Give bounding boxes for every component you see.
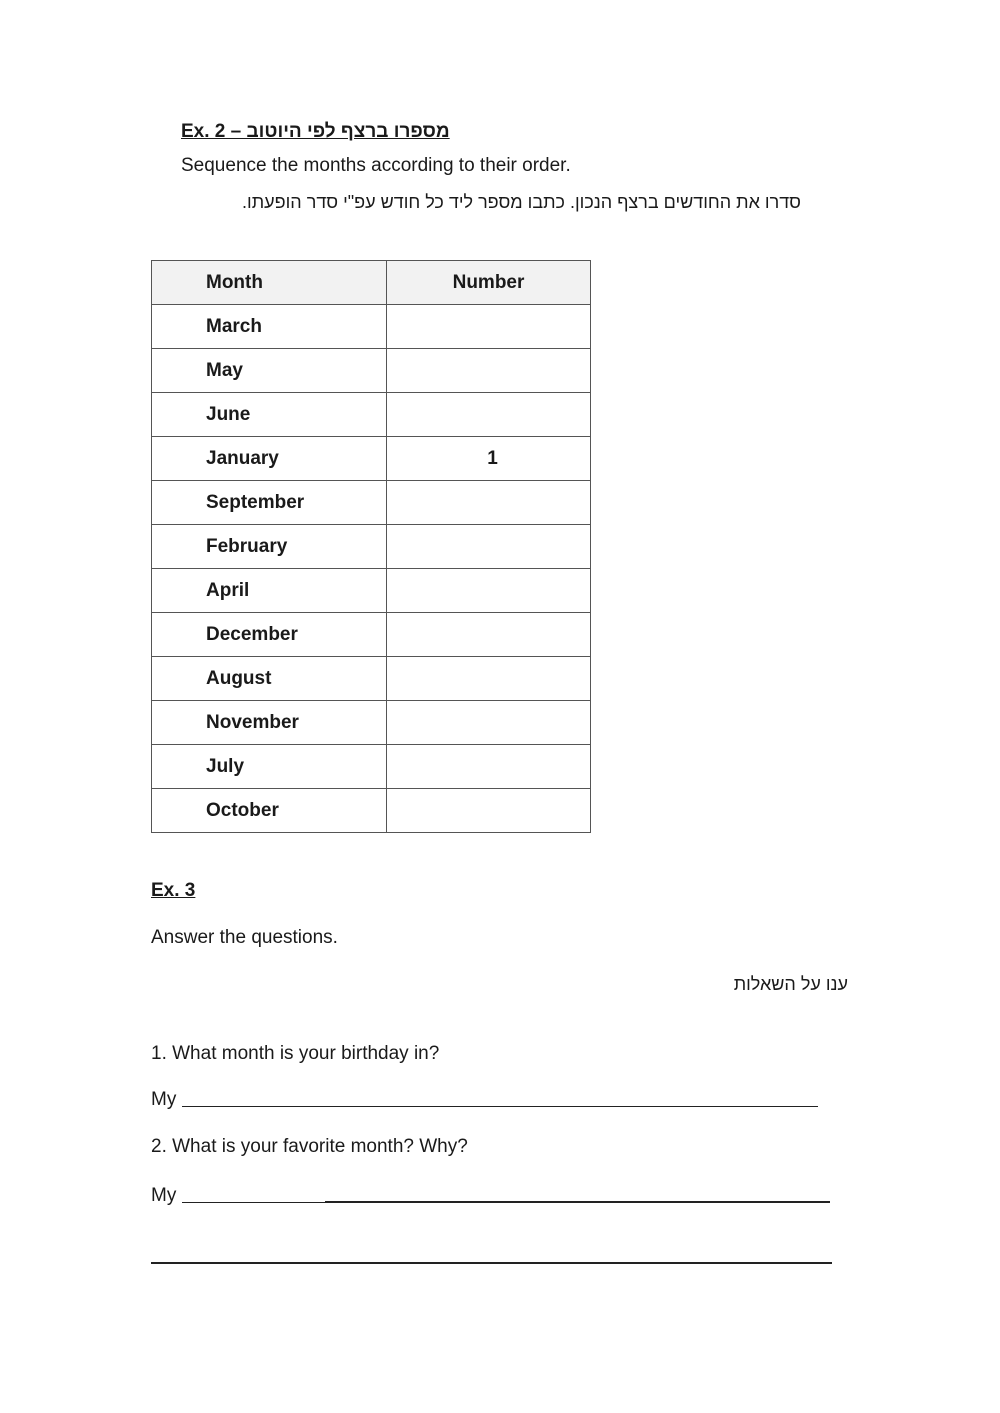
number-cell[interactable] <box>387 745 591 789</box>
month-cell: August <box>152 657 387 701</box>
month-cell: October <box>152 789 387 833</box>
table-row <box>152 481 591 525</box>
month-cell: April <box>152 569 387 613</box>
table-row <box>152 569 591 613</box>
month-cell: March <box>152 305 387 349</box>
number-cell[interactable] <box>387 657 591 701</box>
number-cell[interactable] <box>387 305 591 349</box>
number-cell[interactable] <box>387 701 591 745</box>
table-row <box>152 437 591 481</box>
answer-row-1 <box>151 1089 818 1111</box>
header-number: Number <box>387 261 591 305</box>
exercise-3-instruction: Answer the questions. <box>151 927 338 948</box>
table-row <box>152 745 591 789</box>
month-cell: November <box>152 701 387 745</box>
answer-row-2 <box>151 1185 830 1207</box>
month-cell: January <box>152 437 387 481</box>
number-cell[interactable] <box>387 525 591 569</box>
number-cell[interactable] <box>387 569 591 613</box>
answer-prefix: My <box>151 1185 177 1206</box>
month-cell: May <box>152 349 387 393</box>
table-row <box>152 789 591 833</box>
month-cell: September <box>152 481 387 525</box>
answer-prefix: My <box>151 1089 177 1110</box>
answer-line-2b[interactable] <box>325 1200 830 1203</box>
table-row <box>152 349 591 393</box>
exercise-3-instruction-hebrew: ענו על השאלות <box>733 974 848 994</box>
month-cell: December <box>152 613 387 657</box>
month-cell: June <box>152 393 387 437</box>
question-2: 2. What is your favorite month? Why? <box>151 1136 468 1157</box>
month-cell: July <box>152 745 387 789</box>
table-row <box>152 657 591 701</box>
number-cell[interactable] <box>387 613 591 657</box>
table-header-row <box>152 261 591 305</box>
exercise-3-title: Ex. 3 <box>151 880 196 901</box>
table-row <box>152 701 591 745</box>
answer-line-2c[interactable] <box>151 1262 832 1264</box>
table-row <box>152 305 591 349</box>
month-cell: February <box>152 525 387 569</box>
months-table <box>151 260 591 833</box>
answer-line-1[interactable] <box>182 1105 818 1107</box>
header-month: Month <box>152 261 387 305</box>
question-1: 1. What month is your birthday in? <box>151 1043 440 1064</box>
exercise-2-instruction: Sequence the months according to their order. <box>181 155 571 176</box>
number-cell[interactable] <box>387 481 591 525</box>
table-row <box>152 393 591 437</box>
exercise-2-instruction-hebrew: סדרו את החודשים ברצף הנכון. כתבו מספר ליד כל חודש עפ"י סדר הופעתו. <box>242 192 801 212</box>
number-cell[interactable] <box>387 789 591 833</box>
number-cell[interactable] <box>387 349 591 393</box>
table-row <box>152 525 591 569</box>
number-cell[interactable] <box>387 393 591 437</box>
answer-line-2a[interactable] <box>182 1201 325 1203</box>
number-cell[interactable]: 1 <box>387 437 591 481</box>
table-row <box>152 613 591 657</box>
exercise-2-title: Ex. 2 – מספרו ברצף לפי היוטוב <box>181 121 450 142</box>
